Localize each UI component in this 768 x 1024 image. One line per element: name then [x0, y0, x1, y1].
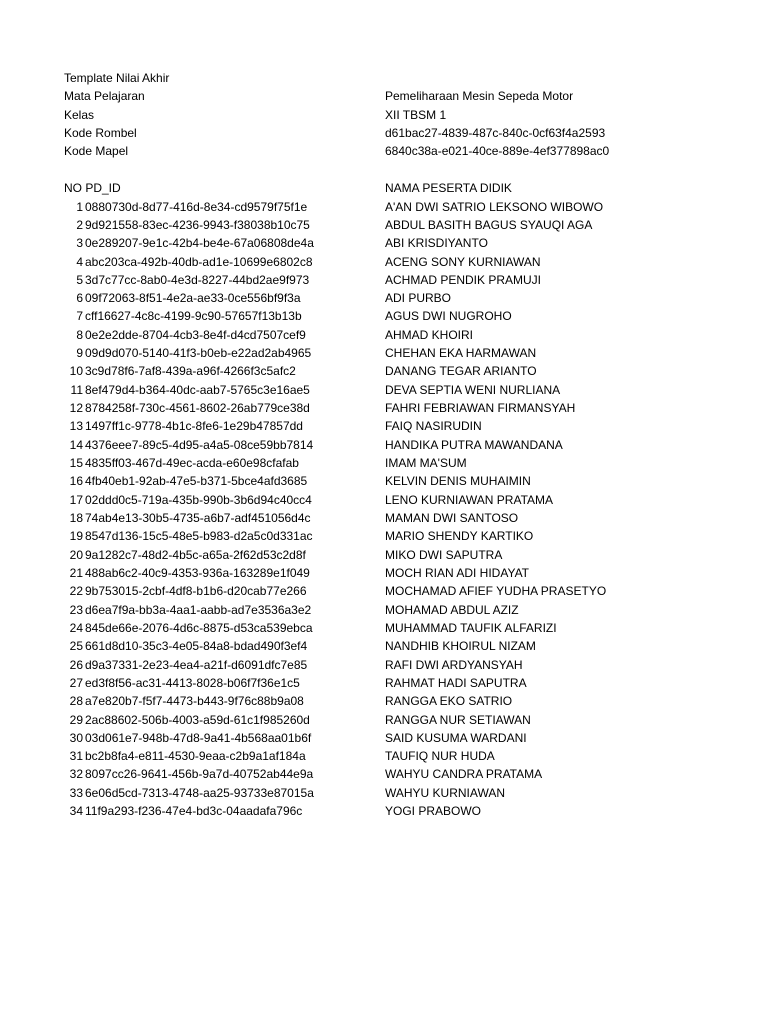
row-student-name: LENO KURNIAWAN PRATAMA [385, 492, 554, 507]
table-row [0, 601, 768, 619]
row-number: 25 [69, 639, 83, 654]
field-value: Pemeliharaan Mesin Sepeda Motor [385, 89, 574, 103]
table-row [0, 417, 768, 435]
row-pd-id: 3d7c77cc-8ab0-4e3d-8227-44bd2ae9f973 [85, 272, 310, 287]
row-student-name: YOGI PRABOWO [385, 804, 482, 819]
row-student-name: ABI KRISDIYANTO [385, 236, 488, 251]
row-number: 10 [69, 364, 83, 379]
row-student-name: IMAM MA'SUM [385, 456, 467, 470]
table-row [0, 564, 768, 582]
table-row [0, 674, 768, 692]
row-pd-id: 0e2e2dde-8704-4cb3-8e4f-d4cd7507cef9 [85, 327, 306, 342]
row-pd-id: 4835ff03-467d-49ec-acda-e60e98cfafab [85, 456, 299, 470]
row-student-name: MARIO SHENDY KARTIKO [385, 529, 534, 544]
table-header-row [0, 179, 768, 197]
row-pd-id: 0e289207-9e1c-42b4-be4e-67a06808de4a [85, 236, 314, 251]
row-student-name: RAFI DWI ARDYANSYAH [385, 657, 523, 672]
row-student-name: ACENG SONY KURNIAWAN [385, 254, 541, 269]
row-student-name: FAHRI FEBRIAWAN FIRMANSYAH [385, 401, 576, 415]
row-student-name: MUHAMMAD TAUFIK ALFARIZI [385, 620, 557, 635]
row-student-name: RANGGA NUR SETIAWAN [385, 712, 531, 727]
field-row-mata-pelajaran [0, 87, 768, 105]
column-header-nama: NAMA PESERTA DIDIK [385, 181, 512, 195]
table-row [0, 546, 768, 564]
table-row [0, 509, 768, 527]
row-number: 9 [76, 346, 83, 361]
row-number: 6 [76, 291, 83, 306]
table-row [0, 289, 768, 307]
field-row-kode-rombel [0, 124, 768, 142]
row-student-name: ACHMAD PENDIK PRAMUJI [385, 272, 542, 287]
row-number: 19 [69, 529, 83, 544]
row-pd-id: 0880730d-8d77-416d-8e34-cd9579f75f1e [85, 199, 308, 214]
document-title-row [0, 69, 768, 87]
table-row [0, 307, 768, 325]
table-row [0, 656, 768, 674]
row-student-name: CHEHAN EKA HARMAWAN [385, 346, 537, 361]
field-label: Kode Mapel [64, 144, 129, 158]
row-pd-id: 4fb40eb1-92ab-47e5-b371-5bce4afd3685 [85, 474, 308, 489]
table-row [0, 527, 768, 545]
row-pd-id: 4376eee7-89c5-4d95-a4a5-08ce59bb7814 [85, 437, 314, 452]
row-number: 23 [69, 602, 83, 617]
row-number: 16 [69, 474, 83, 489]
row-student-name: A'AN DWI SATRIO LEKSONO WIBOWO [385, 199, 604, 214]
row-pd-id: cff16627-4c8c-4199-9c90-57657f13b13b [85, 309, 302, 324]
row-pd-id: 8097cc26-9641-456b-9a7d-40752ab44e9a [85, 767, 314, 782]
table-row [0, 619, 768, 637]
field-label: Kelas [64, 108, 95, 122]
field-label: Kode Rombel [64, 126, 137, 140]
row-pd-id: 488ab6c2-40c9-4353-936a-163289e1f049 [85, 565, 310, 580]
row-pd-id: 03d061e7-948b-47d8-9a41-4b568aa01b6f [85, 730, 312, 745]
field-value: XII TBSM 1 [385, 108, 447, 122]
field-row-kode-mapel [0, 142, 768, 160]
row-pd-id: bc2b8fa4-e811-4530-9eaa-c2b9a1af184a [85, 749, 306, 764]
row-student-name: MOCHAMAD AFIEF YUDHA PRASETYO [385, 584, 607, 599]
row-number: 15 [69, 456, 83, 470]
row-student-name: MOHAMAD ABDUL AZIZ [385, 602, 519, 617]
row-number: 34 [69, 804, 83, 819]
row-student-name: ADI PURBO [385, 291, 452, 306]
row-number: 13 [69, 419, 83, 434]
row-student-name: WAHYU KURNIAWAN [385, 785, 505, 800]
row-number: 26 [69, 657, 83, 672]
row-number: 24 [69, 620, 83, 635]
row-pd-id: 09d9d070-5140-41f3-b0eb-e22ad2ab4965 [85, 346, 312, 361]
field-row-kelas [0, 106, 768, 124]
row-pd-id: 09f72063-8f51-4e2a-ae33-0ce556bf9f3a [85, 291, 301, 306]
row-student-name: MOCH RIAN ADI HIDAYAT [385, 565, 530, 580]
row-number: 14 [69, 437, 83, 452]
row-pd-id: 8ef479d4-b364-40dc-aab7-5765c3e16ae5 [85, 382, 310, 397]
row-pd-id: 9a1282c7-48d2-4b5c-a65a-2f62d53c2d8f [85, 547, 306, 562]
row-number: 3 [76, 236, 83, 251]
row-pd-id: 74ab4e13-30b5-4735-a6b7-adf451056d4c [85, 510, 311, 525]
table-row [0, 271, 768, 289]
row-pd-id: 661d8d10-35c3-4e05-84a8-bdad490f3ef4 [85, 639, 308, 654]
row-number: 7 [76, 309, 83, 324]
row-student-name: ABDUL BASITH BAGUS SYAUQI AGA [385, 217, 593, 232]
row-student-name: SAID KUSUMA WARDANI [385, 730, 527, 745]
table-row [0, 747, 768, 765]
row-pd-id: d6ea7f9a-bb3a-4aa1-aabb-ad7e3536a3e2 [85, 602, 312, 617]
table-row [0, 399, 768, 417]
row-number: 30 [69, 730, 83, 745]
row-pd-id: 9b753015-2cbf-4df8-b1b6-d20cab77e266 [85, 584, 307, 599]
row-student-name: DEVA SEPTIA WENI NURLIANA [385, 382, 561, 397]
table-row [0, 216, 768, 234]
row-pd-id: 02ddd0c5-719a-435b-990b-3b6d94c40cc4 [85, 492, 312, 507]
row-student-name: HANDIKA PUTRA MAWANDANA [385, 437, 563, 452]
row-pd-id: 8784258f-730c-4561-8602-26ab779ce38d [85, 401, 310, 415]
row-student-name: KELVIN DENIS MUHAIMIN [385, 474, 531, 489]
row-pd-id: 1497ff1c-9778-4b1c-8fe6-1e29b47857dd [85, 419, 303, 434]
table-row [0, 784, 768, 802]
row-number: 17 [69, 492, 83, 507]
row-number: 22 [69, 584, 83, 599]
row-number: 33 [69, 785, 83, 800]
row-pd-id: 8547d136-15c5-48e5-b983-d2a5c0d331ac [85, 529, 313, 544]
row-student-name: MAMAN DWI SANTOSO [385, 510, 519, 525]
row-student-name: MIKO DWI SAPUTRA [385, 547, 503, 562]
row-number: 1 [76, 199, 83, 214]
row-student-name: RAHMAT HADI SAPUTRA [385, 675, 527, 690]
field-value: 6840c38a-e021-40ce-889e-4ef377898ac0 [385, 144, 610, 158]
table-row [0, 637, 768, 655]
row-pd-id: 6e06d5cd-7313-4748-aa25-93733e87015a [85, 785, 314, 800]
row-number: 21 [69, 565, 83, 580]
row-number: 31 [69, 749, 83, 764]
row-number: 8 [76, 327, 83, 342]
row-pd-id: 3c9d78f6-7af8-439a-a96f-4266f3c5afc2 [85, 364, 296, 379]
table-row [0, 802, 768, 820]
table-row [0, 765, 768, 783]
table-row [0, 326, 768, 344]
row-student-name: WAHYU CANDRA PRATAMA [385, 767, 543, 782]
table-row [0, 582, 768, 600]
table-row [0, 454, 768, 472]
row-pd-id: 2ac88602-506b-4003-a59d-61c1f985260d [85, 712, 310, 727]
table-row [0, 381, 768, 399]
row-student-name: AHMAD KHOIRI [385, 327, 474, 342]
row-number: 27 [69, 675, 83, 690]
table-row [0, 472, 768, 490]
row-student-name: DANANG TEGAR ARIANTO [385, 364, 537, 379]
row-student-name: TAUFIQ NUR HUDA [385, 749, 495, 764]
field-value: d61bac27-4839-487c-840c-0cf63f4a2593 [385, 126, 606, 140]
table-row [0, 198, 768, 216]
row-pd-id: 9d921558-83ec-4236-9943-f38038b10c75 [85, 217, 310, 232]
row-number: 28 [69, 694, 83, 709]
row-number: 20 [69, 547, 83, 562]
table-row [0, 711, 768, 729]
row-number: 29 [69, 712, 83, 727]
table-row [0, 362, 768, 380]
row-pd-id: a7e820b7-f5f7-4473-b443-9f76c88b9a08 [85, 694, 304, 709]
row-number: 11 [70, 382, 83, 397]
row-number: 4 [76, 254, 83, 269]
table-row [0, 692, 768, 710]
row-number: 5 [76, 272, 83, 287]
row-pd-id: abc203ca-492b-40db-ad1e-10699e6802c8 [85, 254, 313, 269]
table-row [0, 234, 768, 252]
row-pd-id: 845de66e-2076-4d6c-8875-d53ca539ebca [85, 620, 313, 635]
row-student-name: FAIQ NASIRUDIN [385, 419, 482, 434]
row-pd-id: d9a37331-2e23-4ea4-a21f-d6091dfc7e85 [85, 657, 308, 672]
row-number: 18 [69, 510, 83, 525]
table-row [0, 436, 768, 454]
field-label: Mata Pelajaran [64, 89, 145, 103]
table-row [0, 491, 768, 509]
column-header-no-pdid: NO PD_ID [64, 181, 121, 195]
row-pd-id: ed3f8f56-ac31-4413-8028-b06f7f36e1c5 [85, 675, 300, 690]
table-row [0, 253, 768, 271]
row-pd-id: 11f9a293-f236-47e4-bd3c-04aadafa796c [85, 804, 303, 819]
table-row [0, 729, 768, 747]
row-number: 2 [76, 217, 83, 232]
table-row [0, 344, 768, 362]
row-student-name: RANGGA EKO SATRIO [385, 694, 513, 709]
document-title: Template Nilai Akhir [64, 71, 170, 85]
row-student-name: AGUS DWI NUGROHO [385, 309, 512, 324]
row-number: 32 [69, 767, 83, 782]
row-number: 12 [69, 401, 83, 415]
row-student-name: NANDHIB KHOIRUL NIZAM [385, 639, 536, 654]
